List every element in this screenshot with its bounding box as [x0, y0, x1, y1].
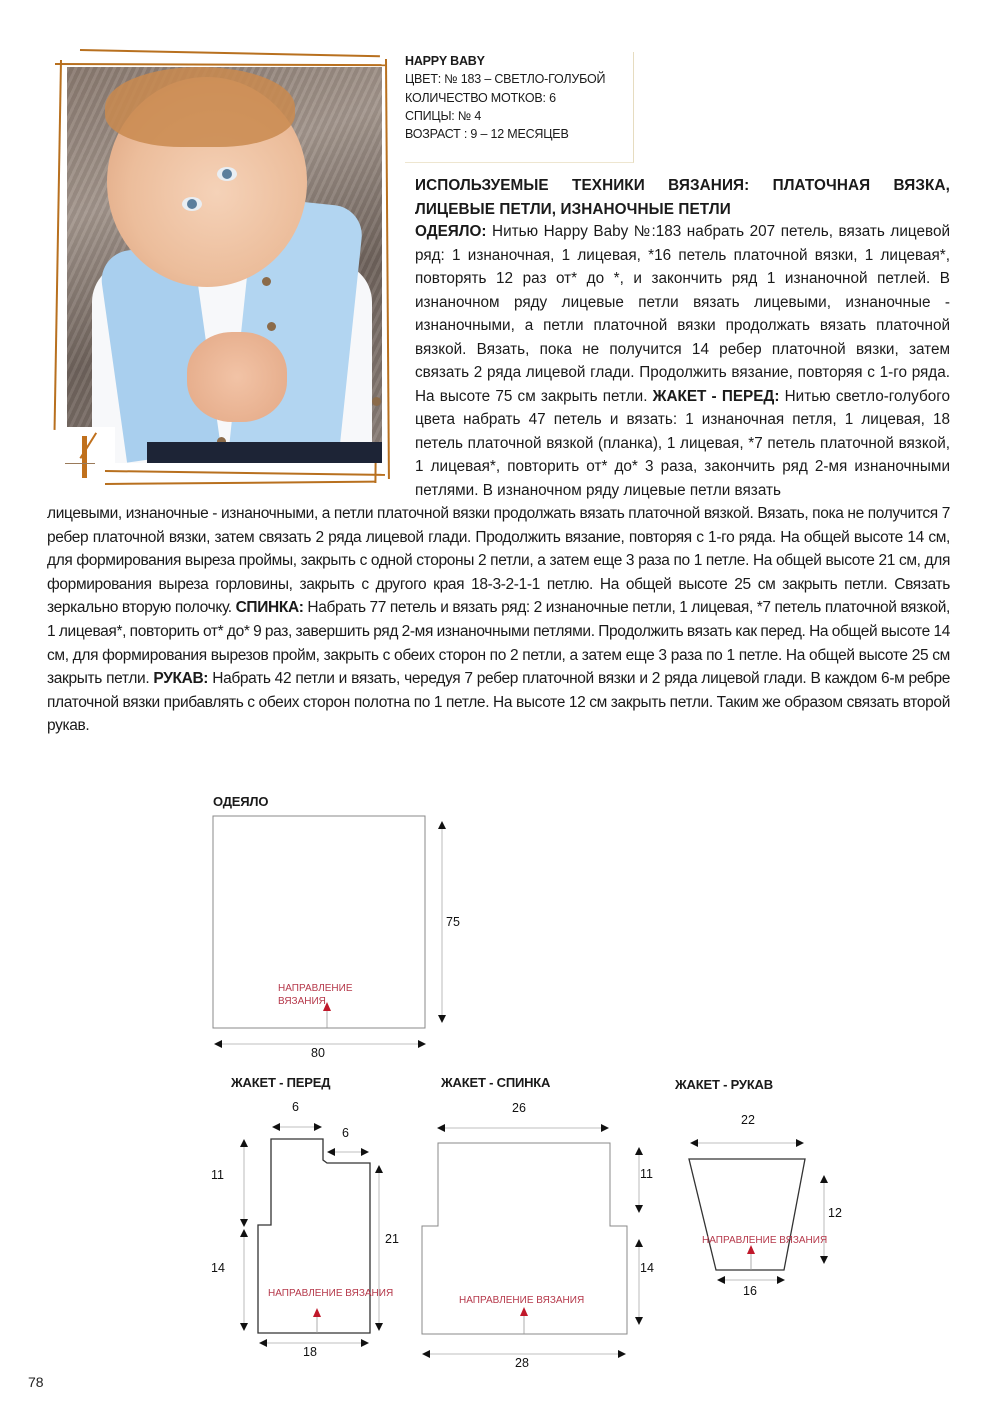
blanket-direction-label-2: ВЯЗАНИЯ — [278, 996, 326, 1007]
sleeve-diagram — [689, 1113, 842, 1298]
page-number: 78 — [28, 1374, 44, 1390]
needle-size: СПИЦЫ: № 4 — [405, 108, 482, 123]
sleeve-bottom-width-label: 16 — [743, 1284, 757, 1298]
front-heading: ЖАКЕТ - ПЕРЕД: — [652, 387, 780, 405]
blanket-heading: ОДЕЯЛО: — [415, 223, 487, 240]
blanket-instructions: Нитью Happy Baby №:183 набрать 207 петель, вязать лицевой ряд: 1 изнаночная, 1 лицевая, *16 петель платочной вязки, 1 лицевая*, повторять 12 раз от* до *, и закончить ряд 1 изнаночной петлей. В изнаночном ряду лицевые петли вязать лицевыми, изнаночные - изнаночными, а петли платочной вязки продолжать вязать платочной вязкой. Вязать, пока не получится 14 ребер платочной вязки, затем связать 2 ряда лицевой глади. Продолжить вязание, повторяя с 1-го ряда. На высоте 75 см закрыть петли. — [415, 223, 950, 405]
sleeve-direction-label: НАПРАВЛЕНИЕ ВЯЗАНИЯ — [702, 1235, 828, 1246]
blanket-diagram-title: ОДЕЯЛО — [213, 794, 269, 809]
front-instructions-cont: лицевыми, изнаночные - изнаночными, а петли платочной вязки продолжать вязать платочной вязкой. Вязать, пока не получится 7 ребер платочной вязки, затем связать 2 ряда лицевой глади. Продолжить вязание, повторяя с 1-го ряда. На общей высоте 14 см, для формирования выреза проймы, закрыть с одной стороны 2 петли, а затем еще 3 раза по 1 петле. На общей высоте 21 см, для формирования выреза горловины, закрыть с другого края 18-3-2-1-1 петлю. На общей высоте 25 см закрыть петли. Связать зеркально вторую полочку. — [47, 505, 950, 617]
blanket-diagram — [213, 816, 460, 1060]
back-lower-height-label: 14 — [640, 1261, 654, 1275]
front-instructions: Нитью светло-голубого цвета набрать 47 петель и вязать: 1 изнаночная петля, 1 лицевая, 18 петель платочной вязкой (планка), 1 лицевая, *7 петель платочной вязкой, 1 лицевая*, повторить от* до* 3 раза, закончить ряд 2-мя изнаночными петлями. В изнаночном ряду лицевые петли вязать — [415, 387, 950, 500]
back-diagram-title: ЖАКЕТ - СПИНКА — [441, 1075, 551, 1090]
front-outline — [258, 1139, 370, 1333]
sleeve-heading: РУКАВ: — [153, 670, 209, 688]
age-range: ВОЗРАСТ : 9 – 12 МЕСЯЦЕВ — [405, 127, 569, 142]
front-side-height-label: 21 — [385, 1232, 399, 1246]
yarn-color: ЦВЕТ: № 183 – СВЕТЛО-ГОЛУБОЙ — [405, 72, 606, 87]
front-bottom-width-label: 18 — [303, 1345, 317, 1359]
back-direction-label: НАПРАВЛЕНИЕ ВЯЗАНИЯ — [459, 1295, 585, 1306]
front-diagram-title: ЖАКЕТ - ПЕРЕД — [231, 1075, 331, 1090]
front-direction-label: НАПРАВЛЕНИЕ ВЯЗАНИЯ — [268, 1288, 394, 1299]
sleeve-diagram-title: ЖАКЕТ - РУКАВ — [675, 1077, 773, 1092]
blanket-direction-label-1: НАПРАВЛЕНИЕ — [278, 983, 353, 994]
back-instructions: Набрать 77 петель и вязать ряд: 2 изнаночные петли, 1 лицевая, *7 петель платочной вязкой, 1 лицевая*, повторить от* до* 9 раз, завершить ряд 2-мя изнаночными петлями. Продолжить вязать как перед. На общей высоте 14 см, для формирования вырезов пройм, закрыть с обеих сторон по 2 петли, а затем еще 3 раза по 1 петле. На общей высоте 25 см закрыть петли. — [47, 599, 950, 688]
back-upper-height-label: 11 — [640, 1167, 653, 1181]
back-top-width-label: 26 — [512, 1101, 526, 1115]
front-diagram — [211, 1100, 399, 1359]
front-upper-height-label: 11 — [211, 1168, 224, 1182]
sleeve-outline — [689, 1159, 805, 1270]
sleeve-instructions: Набрать 42 петли и вязать, чередуя 7 ребер платочной вязки и 2 ряда лицевой глади. В каждом 6-м ребре платочной вязки прибавлять с обеих сторон полотна по 1 петле. На высоте 12 см закрыть петли. Таким же образом связать второй рукав. — [47, 670, 950, 735]
back-heading: СПИНКА: — [235, 599, 304, 617]
blanket-height-label: 75 — [446, 915, 460, 929]
yarn-skeins: КОЛИЧЕСТВО МОТКОВ: 6 — [405, 90, 556, 105]
front-neck-width-label: 6 — [342, 1126, 349, 1140]
sleeve-height-label: 12 — [828, 1206, 842, 1220]
blanket-width-label: 80 — [311, 1046, 325, 1060]
yarn-brand: HAPPY BABY — [405, 54, 485, 68]
front-lower-height-label: 14 — [211, 1261, 225, 1275]
back-diagram — [422, 1101, 654, 1370]
sleeve-top-width-label: 22 — [741, 1113, 755, 1127]
back-bottom-width-label: 28 — [515, 1356, 529, 1370]
front-top-width-label: 6 — [292, 1100, 299, 1114]
techniques-heading: ИСПОЛЬЗУЕМЫЕ ТЕХНИКИ ВЯЗАНИЯ: ПЛАТОЧНАЯ ВЯЗКА, ЛИЦЕВЫЕ ПЕТЛИ, ИЗНАНОЧНЫЕ ПЕТЛИ — [415, 177, 950, 218]
